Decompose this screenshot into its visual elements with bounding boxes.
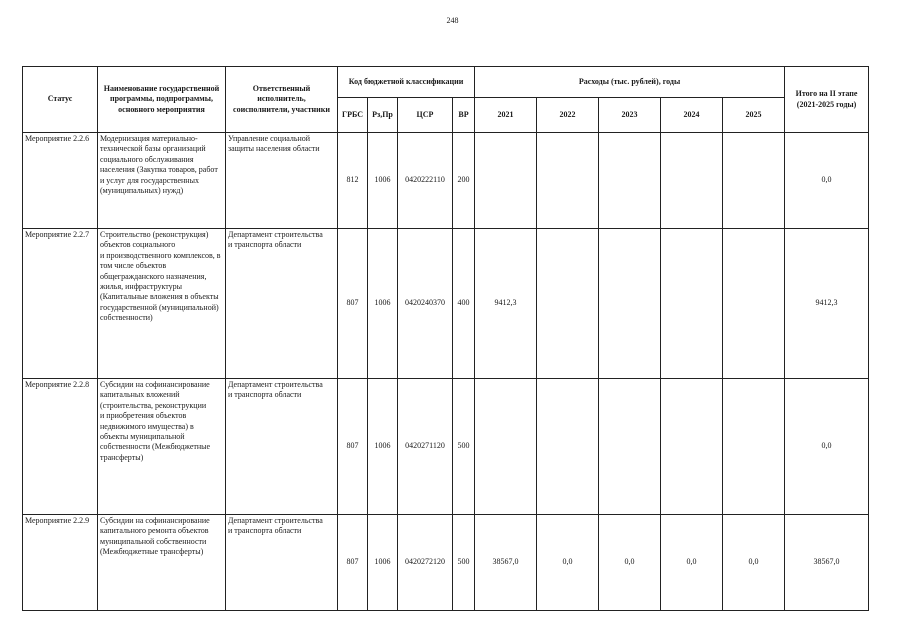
header-year-2023: 2023 bbox=[599, 98, 661, 133]
cell-rzpr: 1006 bbox=[368, 229, 398, 379]
cell-grbs: 807 bbox=[338, 229, 368, 379]
cell-status: Мероприятие 2.2.9 bbox=[23, 515, 98, 611]
header-total: Итого на II этапе (2021-2025 годы) bbox=[785, 67, 869, 133]
cell-rzpr: 1006 bbox=[368, 133, 398, 229]
page-number: 248 bbox=[446, 16, 459, 25]
header-csr: ЦСР bbox=[398, 98, 453, 133]
cell-total: 0,0 bbox=[785, 133, 869, 229]
cell-status: Мероприятие 2.2.7 bbox=[23, 229, 98, 379]
cell-status: Мероприятие 2.2.8 bbox=[23, 379, 98, 515]
cell-responsible: Управление социальной защиты населения области bbox=[226, 133, 338, 229]
cell-2024 bbox=[661, 379, 723, 515]
cell-total: 9412,3 bbox=[785, 229, 869, 379]
cell-2023 bbox=[599, 229, 661, 379]
header-year-2021: 2021 bbox=[475, 98, 537, 133]
cell-2024 bbox=[661, 229, 723, 379]
cell-name: Субсидии на софинансирование капитальных вложений (строительства, реконструкции и приобретения объектов недвижимого имущества) в объекты муниципальной собственности (Межбюджетные трансферты) bbox=[98, 379, 226, 515]
cell-responsible: Департамент строительства и транспорта области bbox=[226, 379, 338, 515]
header-year-2022: 2022 bbox=[537, 98, 599, 133]
cell-2023 bbox=[599, 379, 661, 515]
table-row bbox=[23, 229, 869, 379]
cell-2023 bbox=[599, 133, 661, 229]
header-name: Наименование государственной программы, подпрограммы, основного мероприятия bbox=[98, 67, 226, 133]
cell-name: Модернизация материально-технической базы организаций социального обслуживания населения (Закупка товаров, работ и услуг для государственных (муниципальных) нужд) bbox=[98, 133, 226, 229]
cell-grbs: 812 bbox=[338, 133, 368, 229]
cell-vr: 500 bbox=[453, 379, 475, 515]
table-row bbox=[23, 379, 869, 515]
table-row bbox=[23, 515, 869, 611]
cell-csr: 0420271120 bbox=[398, 379, 453, 515]
cell-2021: 38567,0 bbox=[475, 515, 537, 611]
cell-2024 bbox=[661, 133, 723, 229]
cell-2022 bbox=[537, 229, 599, 379]
cell-total: 38567,0 bbox=[785, 515, 869, 611]
cell-csr: 0420272120 bbox=[398, 515, 453, 611]
cell-2025: 0,0 bbox=[723, 515, 785, 611]
header-row-top bbox=[23, 67, 869, 98]
cell-2025 bbox=[723, 133, 785, 229]
header-grbs: ГРБС bbox=[338, 98, 368, 133]
cell-responsible: Департамент строительства и транспорта области bbox=[226, 515, 338, 611]
cell-vr: 200 bbox=[453, 133, 475, 229]
cell-grbs: 807 bbox=[338, 515, 368, 611]
cell-2025 bbox=[723, 229, 785, 379]
cell-2024: 0,0 bbox=[661, 515, 723, 611]
cell-2021: 9412,3 bbox=[475, 229, 537, 379]
cell-2022 bbox=[537, 133, 599, 229]
cell-2025 bbox=[723, 379, 785, 515]
cell-csr: 0420222110 bbox=[398, 133, 453, 229]
cell-status: Мероприятие 2.2.6 bbox=[23, 133, 98, 229]
cell-name: Строительство (реконструкция) объектов социального и производственного комплексов, в том числе объектов общегражданского назначения, жилья, инфраструктуры (Капитальные вложения в объекты государственной (муниципальной) собственности) bbox=[98, 229, 226, 379]
cell-vr: 400 bbox=[453, 229, 475, 379]
cell-vr: 500 bbox=[453, 515, 475, 611]
header-rzpr: Рз,Пр bbox=[368, 98, 398, 133]
table-row bbox=[23, 133, 869, 229]
cell-2021 bbox=[475, 379, 537, 515]
cell-rzpr: 1006 bbox=[368, 515, 398, 611]
cell-2021 bbox=[475, 133, 537, 229]
header-year-2025: 2025 bbox=[723, 98, 785, 133]
cell-total: 0,0 bbox=[785, 379, 869, 515]
cell-csr: 0420240370 bbox=[398, 229, 453, 379]
header-budget-code: Код бюджетной классификации bbox=[338, 67, 475, 98]
cell-2023: 0,0 bbox=[599, 515, 661, 611]
budget-table bbox=[22, 66, 869, 611]
header-vr: ВР bbox=[453, 98, 475, 133]
cell-name: Субсидии на софинансирование капитального ремонта объектов муниципальной собственности (Межбюджетные трансферты) bbox=[98, 515, 226, 611]
cell-responsible: Департамент строительства и транспорта области bbox=[226, 229, 338, 379]
header-status: Статус bbox=[23, 67, 98, 133]
cell-grbs: 807 bbox=[338, 379, 368, 515]
cell-2022: 0,0 bbox=[537, 515, 599, 611]
header-responsible: Ответственный исполнитель, соисполнители, участники bbox=[226, 67, 338, 133]
cell-2022 bbox=[537, 379, 599, 515]
cell-rzpr: 1006 bbox=[368, 379, 398, 515]
header-expenses: Расходы (тыс. рублей), годы bbox=[475, 67, 785, 98]
header-year-2024: 2024 bbox=[661, 98, 723, 133]
